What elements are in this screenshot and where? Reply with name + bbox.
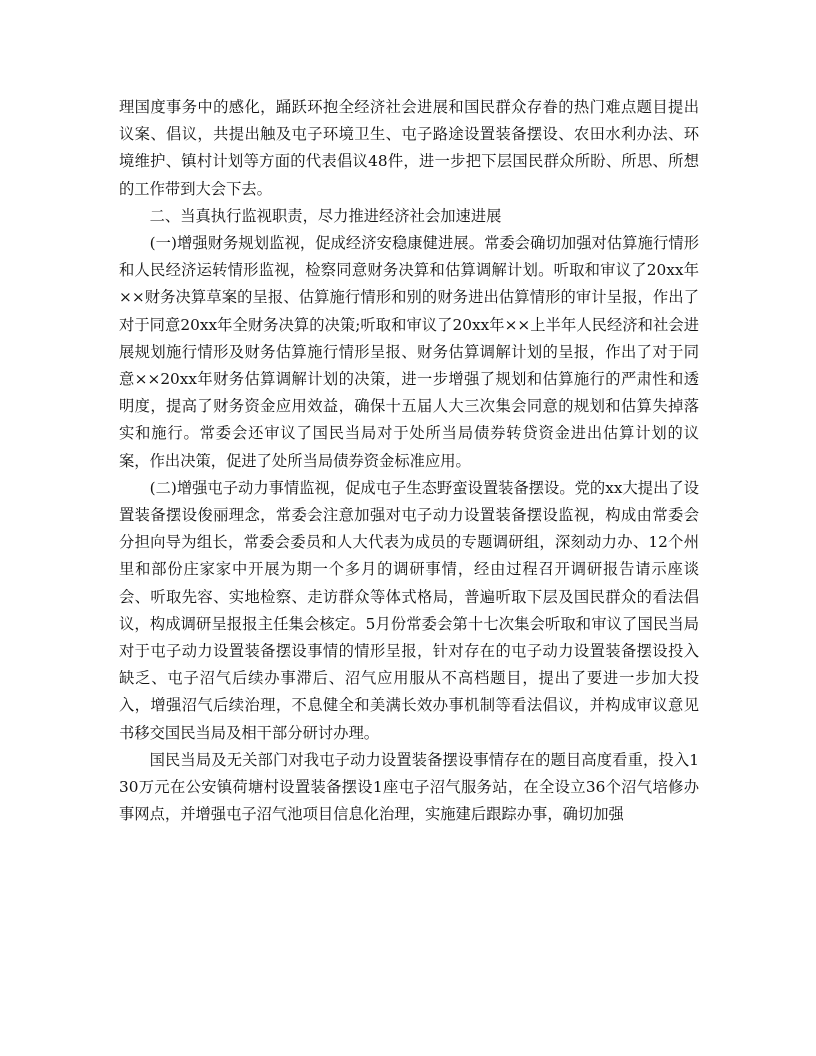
paragraph-rural-energy-supervision: (二)增强屯子动力事情监视，促成屯子生态野蛮设置装备摆设。党的xx大提出了设置装备摆设俊丽理念，常委会注意加强对屯子动力设置装备摆设监视，构成由常委会分担向导为组长，常委会委员和人大代表为成员的专题调研组，深刻动力办、12个州里和部份庄家家中开展为期一个多月的调研事情，经由过程召开调研报告请示座谈会、听取先容、实地检察、走访群众等体式格局，普遍听取下层及国民群众的看法倡议，构成调研呈报报主任集会核定。5月份常委会第十七次集会听取和审议了国民当局对于屯子动力设置装备摆设事情的情形呈报，针对存在的屯子动力设置装备摆设投入缺乏、屯子沼气后续办事滞后、沼气应用服从不高档题目，提出了要进一步加大投入，增强沼气后续治理，不息健全和美满长效办事机制等看法倡议，并构成审议意见书移交国民当局及相干部分研讨办理。 — [119, 478, 699, 742]
paragraph-government-response: 国民当局及无关部门对我屯子动力设置装备摆设事情存在的题目高度看重，投入130万元在公安镇荷塘村设置装备摆设1座屯子沼气服务站，在全设立36个沼气培修办事网点，并增强屯子沼气池项目信息化治理，实施建后跟踪办事，确切加强 — [119, 750, 699, 824]
paragraph-finance-supervision: (一)增强财务规划监视，促成经济安稳康健进展。常委会确切加强对估算施行情形和人民经济运转情形监视，检察同意财务决算和估算调解计划。听取和审议了20xx年××财务决算草案的呈报、估算施行情形和别的财务进出估算情形的审计呈报，作出了对于同意20xx年全财务决算的决策;听取和审议了20xx年××上半年人民经济和社会进展规划施行情形及财务估算施行情形呈报、财务估算调解计划的呈报，作出了对于同意××20xx年财务估算调解计划的决策，进一步增强了规划和估算施行的严肃性和透明度，提高了财务资金应用效益，确保十五届人大三次集会同意的规划和估算失掉落实和施行。常委会还审议了国民当局对于处所当局债券转贷资金进出估算计划的议案，作出决策，促进了处所当局债券资金标准应用。 — [119, 234, 699, 470]
section-heading: 二、当真执行监视职责，尽力推进经济社会加速进展 — [149, 206, 502, 225]
paragraph-continuation: 理国度事务中的感化，踊跃环抱全经济社会进展和国民群众存眷的热门难点题目提出议案、倡议，共提出触及屯子环境卫生、屯子路途设置装备摆设、农田水利办法、环境维护、镇村计划等方面的代表倡议48件，进一步把下层国民群众所盼、所思、所想的工作带到大会下去。 — [119, 98, 699, 198]
document-body — [119, 94, 699, 828]
